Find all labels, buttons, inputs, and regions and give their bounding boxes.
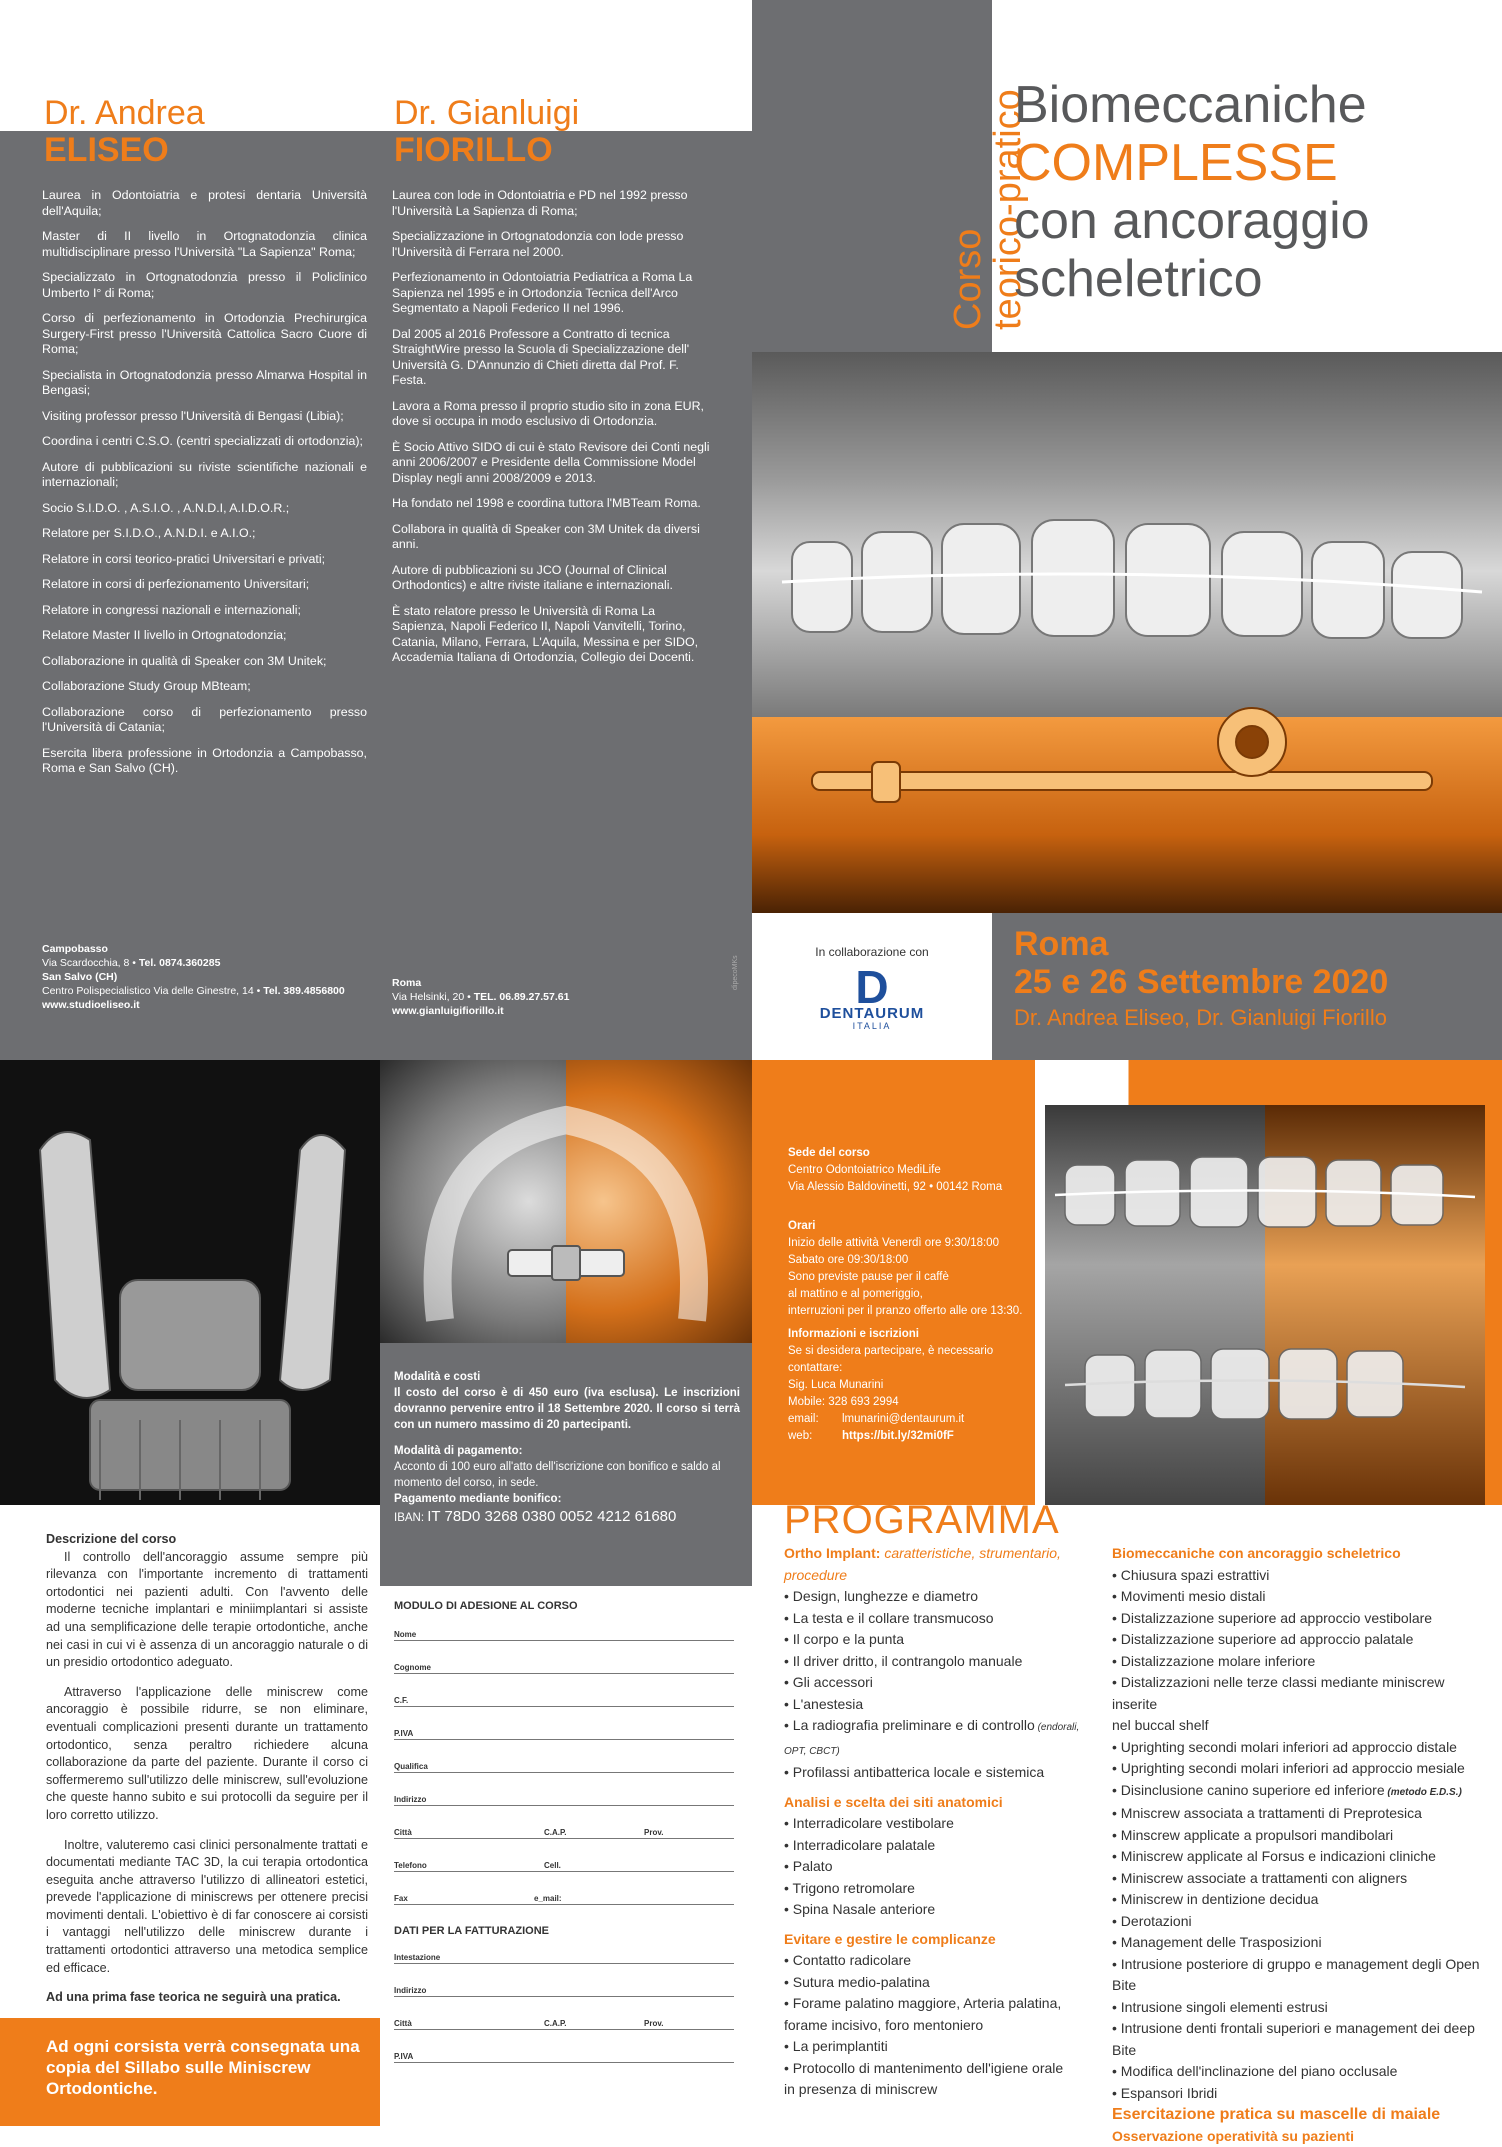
form-field-label: Cognome [394,1663,435,1672]
fiorillo-web[interactable]: www.gianluigifiorillo.it [392,1005,504,1017]
eliseo-city2: San Salvo (CH) [42,971,117,983]
info-3: Mobile: 328 693 2994 [788,1394,1028,1411]
fiorillo-bio-item: Collabora in qualità di Speaker con 3M Unitek da diversi anni. [392,522,712,553]
eliseo-bio-item: Collaborazione corso di perfezionamento presso l'Università di Catania; [42,705,367,736]
eliseo-bio-item: Relatore per S.I.D.O., A.N.D.I. e A.I.O.; [42,526,367,542]
doctor-fiorillo-first: Dr. Gianluigi [394,94,724,132]
web-label: web: [788,1428,842,1445]
braces-photo [1045,1105,1485,1505]
programma-item: • Disinclusione canino superiore ed inferiore (metodo E.D.S.) [1112,1780,1492,1804]
programma-item: • Derotazioni [1112,1911,1492,1933]
form-line [394,1739,734,1740]
programma-section-title: Ortho Implant: [784,1545,880,1561]
programma-item: • Distalizzazione superiore ad approccio vestibolare [1112,1608,1492,1630]
form-cap-label: C.A.P. [544,1828,571,1837]
programma-item: • L'anestesia [784,1694,1104,1716]
orari-1: Inizio delle attività Venerdì ore 9:30/18:00 [788,1235,1028,1252]
eliseo-bio-item: Visiting professor presso l'Università di Bengasi (Libia); [42,409,367,425]
programma-item: • Miniscrew associate a trattamenti con aligners [1112,1868,1492,1890]
fiorillo-bio [392,188,712,676]
practice-1: Esercitazione pratica su mascelle di maiale [1112,2104,1492,2126]
form-field-label: Città [394,2019,416,2028]
eliseo-bio-item: Coordina i centri C.S.O. (centri specializzati di ortodonzia); [42,434,367,450]
form-field[interactable] [394,1812,734,1845]
form-field[interactable] [394,1647,734,1680]
programma-item: • Palato [784,1856,1104,1878]
eliseo-tel1: Tel. 0874.360285 [139,957,221,969]
programma-item: • Spina Nasale anteriore [784,1899,1104,1921]
form-field[interactable] [394,2036,734,2069]
iban-label: IBAN: [394,1512,424,1524]
programma-item: • Modifica dell'inclinazione del piano occlusale [1112,2061,1492,2083]
logo-sub: ITALIA [814,1021,930,1031]
event-speakers: Dr. Andrea Eliseo, Dr. Gianluigi Fiorillo [1014,1005,1387,1031]
programma-section-sub: caratteristiche, strumentario, procedure [784,1545,1061,1583]
form-line [394,1640,734,1641]
doctor-eliseo-first: Dr. Andrea [44,94,374,132]
form-field[interactable] [394,1614,734,1647]
eliseo-bio-item: Socio S.I.D.O. , A.S.I.O. , A.N.D.I, A.I.D.O.R.; [42,501,367,517]
programma-item: • Management delle Trasposizioni [1112,1932,1492,1954]
programma-item: • Trigono retromolare [784,1878,1104,1900]
programma-item: • Miniscrew in dentizione decidua [1112,1889,1492,1911]
practice-2: Osservazione operatività su pazienti [1112,2126,1492,2147]
form-line [394,1904,734,1905]
pay-text: Acconto di 100 euro all'atto dell'iscrizione con bonifico e saldo al momento del corso, in sede. [394,1459,740,1491]
form-field[interactable] [394,2003,734,2036]
eliseo-bio-item: Relatore Master II livello in Ortognatodonzia; [42,628,367,644]
fiorillo-tel: TEL. 06.89.27.57.61 [474,991,570,1003]
form-heading: MODULO DI ADESIONE AL CORSO [394,1600,578,1612]
doctor-fiorillo-surname-wrap [394,131,553,169]
event-box [992,913,1502,1060]
course-title-4: scheletrico [1014,250,1484,308]
doctor-fiorillo [394,94,724,132]
teeth-illustration [752,352,1502,913]
form-fields [394,1614,734,2069]
form-cell-label: Cell. [544,1861,565,1870]
description-p1: Il controllo dell'ancoraggio assume sempre più rilevanza con l'importante incremento di trattamenti ortodontici nei pazienti adulti. Con l'avvento delle moderne tecniche implantari e miniimplantari si assiste ad una semplificazione delle terapie ortodontiche, anche nei casi in cui vi è assenza di un ancoraggio naturale o di un presidio ortodontico adeguato. [46,1549,368,1672]
form-line [394,1871,734,1872]
programma-item: • Design, lunghezze e diametro [784,1586,1104,1608]
adesione-form [380,1586,752,2126]
sede-2: Via Alessio Baldovinetti, 92 • 00142 Roma [788,1179,1028,1196]
eliseo-bio-item: Specializzato in Ortognatodonzia presso il Policlinico Umberto I° di Roma; [42,270,367,301]
programma-left [784,1543,1104,2101]
form-field[interactable] [394,1746,734,1779]
form-line [394,1996,734,1997]
course-title-3: con ancoraggio [1014,192,1484,250]
fiorillo-bio-item: Laurea con lode in Odontoiatria e PD nel 1992 presso l'Università La Sapienza di Roma; [392,188,712,219]
programma-item: nel buccal shelf [1112,1715,1492,1737]
sede-1: Centro Odontoiatrico MediLife [788,1162,1028,1179]
eliseo-contact [42,942,362,1012]
doctor-eliseo [44,94,374,132]
programma-section-heading [784,1929,1104,1951]
programma-item: • Uprighting secondi molari inferiori ad approccio mesiale [1112,1758,1492,1780]
expander-drawing [380,1060,752,1343]
web-link[interactable]: https://bit.ly/32mi0fF [842,1430,954,1442]
description-heading: Descrizione del corso [46,1531,368,1549]
ct-scan-drawing [0,1060,380,1505]
eliseo-tel2: Tel. 389.4856800 [263,985,345,997]
programma-item: • Espansori Ibridi [1112,2083,1492,2105]
programma-section-heading [784,1792,1104,1814]
eliseo-web[interactable]: www.studioeliseo.it [42,999,140,1011]
programma-item: • Minscrew applicate a propulsori mandibolari [1112,1825,1492,1847]
form-field-label: Fax [394,1894,412,1903]
email-link[interactable]: lmunarini@dentaurum.it [842,1413,964,1425]
form-field[interactable] [394,1713,734,1746]
fiorillo-contact [392,976,712,1018]
orari-3: Sono previste pause per il caffè [788,1269,1028,1286]
sillabo-banner [0,2018,380,2126]
programma-item: • Distalizzazione superiore ad approccio palatale [1112,1629,1492,1651]
event-city: Roma [1014,925,1108,963]
expander-photo [380,1060,752,1343]
logo-letter: D [814,967,930,1007]
fiorillo-city: Roma [392,977,421,989]
sillabo-text: Ad ogni corsista verrà consegnata una copia del Sillabo sulle Miniscrew Ortodontiche. [46,2036,366,2099]
fiorillo-bio-item: È stato relatore presso le Università di Roma La Sapienza, Napoli Federico II, Napoli Vanvitelli, Torino, Catania, Milano, Ferrara, L'Aquila, Messina e per SIDO, Accademia Italiana di Ortodonzia, Collegio dei Docenti. [392,604,712,666]
programma-title: PROGRAMMA [784,1497,1060,1543]
programma-item: • Miniscrew applicate al Forsus e indicazioni cliniche [1112,1846,1492,1868]
eliseo-city1: Campobasso [42,943,108,955]
event-dates: 25 e 26 Settembre 2020 [1014,963,1388,1001]
pay-heading: Modalità di pagamento: [394,1443,740,1459]
programma-item: in presenza di miniscrew [784,2079,1104,2101]
fiorillo-bio-item: Specializzazione in Ortognatodonzia con lode presso l'Università di Ferrara nel 2000. [392,229,712,260]
eliseo-bio-item: Collaborazione in qualità di Speaker con 3M Unitek; [42,654,367,670]
fiorillo-bio-item: Perfezionamento in Odontoiatria Pediatrica a Roma La Sapienza nel 1995 e in Ortodonzia Tecnica dell'Arco Segmentato a Napoli Federico II nel 1996. [392,270,712,317]
fiorillo-addr: Via Helsinki, 20 • [392,991,471,1003]
description-p2: Attraverso l'applicazione delle miniscrew come ancoraggio è possibile ridurre, se non eliminare, eventuali complicazioni presenti durante un trattamento ortodontico, senza peraltro richiedere alcuna collaborazione da parte del paziente. Durante il corso ci soffermeremo sull'utilizzo delle miniscrew, sull'evoluzione che queste hanno subito e sui protocolli da seguire per il loro corretto utilizzo. [46,1684,368,1825]
form-field[interactable] [394,1970,734,2003]
eliseo-bio-item: Collaborazione Study Group MBteam; [42,679,367,695]
form-email-label: e_mail: [534,1894,566,1903]
programma-item: • Il driver dritto, il contrangolo manuale [784,1651,1104,1673]
costs-text: Il costo del corso è di 450 euro (iva esclusa). Le inscrizioni dovranno pervenire entro il 18 Settembre 2020. Il corso si terrà con un numero massimo di 20 partecipanti. [394,1385,740,1433]
eliseo-bio-item: Relatore in corsi di perfezionamento Universitari; [42,577,367,593]
programma-item: • Interradicolare vestibolare [784,1813,1104,1835]
programma-item: • Contatto radicolare [784,1950,1104,1972]
collab-box [752,913,992,1060]
sede-heading: Sede del corso [788,1147,870,1159]
form-field-label: Qualifica [394,1762,432,1771]
doctor-fiorillo-last: FIORILLO [394,131,553,169]
programma-item: • Il corpo e la punta [784,1629,1104,1651]
eliseo-bio [42,188,367,787]
fiorillo-bio-item: È Socio Attivo SIDO di cui è stato Revisore dei Conti negli anni 2006/2007 e Presidente della Commissione Model Display negli anni 2008/2009 e 2013. [392,440,712,487]
form-line [394,1838,734,1839]
bonifico-heading: Pagamento mediante bonifico: [394,1491,740,1507]
doctor-eliseo-surname-wrap [44,131,169,169]
form-field-label: Nome [394,1630,420,1639]
form-cap-label: C.A.P. [544,2019,571,2028]
programma-item: • Movimenti mesio distali [1112,1586,1492,1608]
form-field-label: Intestazione [394,1953,444,1962]
fiorillo-bio-item: Autore di pubblicazioni su JCO (Journal of Clinical Orthodontics) e altre riviste italiane e internazionali. [392,563,712,594]
info-heading: Informazioni e iscrizioni [788,1328,919,1340]
form-field-label: Indirizzo [394,1986,430,1995]
programma-item: • La testa e il collare transmucoso [784,1608,1104,1630]
form-field-label: Indirizzo [394,1795,430,1804]
vertical-title-1: Corso [948,89,988,330]
description-p3: Inoltre, valuteremo casi clinici personalmente trattati e documentati mediante TAC 3D, la cui terapia ortodontica eseguita anche attraverso l'utilizzo di allineatori estetici, prevede l'applicazione di miniscrews per ottenere precisi movimenti dentali. L'obiettivo è di far conoscere ai corsisti i vantaggi nell'utilizzo delle miniscrew durante i trattamenti ortodontici attraverso una metodica semplice ed efficace. [46,1837,368,1978]
form-line [394,1673,734,1674]
ct-scan-photo [0,1060,380,1505]
form-prov-label: Prov. [644,2019,667,2028]
programma-item: • Mniscrew associata a trattamenti di Preprotesica [1112,1803,1492,1825]
form-line [394,2062,734,2063]
braces-drawing [1045,1105,1485,1505]
form-field-label: Telefono [394,1861,431,1870]
costs-panel [380,1343,752,1586]
eliseo-addr1: Via Scardocchia, 8 • [42,957,136,969]
eliseo-bio-item: Specialista in Ortognatodonzia presso Almarwa Hospital in Bengasi; [42,368,367,399]
form-field-label: Città [394,1828,416,1837]
form-prov-label: Prov. [644,1828,667,1837]
programma-item: • Distalizzazione molare inferiore [1112,1651,1492,1673]
description-closing: Ad una prima fase teorica ne seguirà una pratica. [46,1989,368,2007]
programma-section-title: Evitare e gestire le complicanze [784,1931,996,1947]
cover-photo [752,352,1502,913]
programma [752,1505,1502,2126]
eliseo-bio-item: Corso di perfezionamento in Ortodonzia Prechirurgica Surgery-First presso l'Università Cattolica Sacro Cuore di Roma; [42,311,367,358]
course-title-2: COMPLESSE [1014,134,1484,192]
form-field[interactable] [394,1845,734,1878]
programma-item: • Sutura medio-palatina [784,1972,1104,1994]
form-line [394,1706,734,1707]
eliseo-bio-item: Relatore in congressi nazionali e internazionali; [42,603,367,619]
programma-item: • La radiografia preliminare e di controllo (endorali, OPT, CBCT) [784,1715,1104,1762]
fiorillo-bio-item: Lavora a Roma presso il proprio studio sito in zona EUR, dove si occupa in modo esclusivo di Ortodonzia. [392,399,712,430]
form-field-label: C.F. [394,1696,412,1705]
description [46,1531,368,2007]
programma-section-title: Analisi e scelta dei siti anatomici [784,1794,1003,1810]
orari-heading: Orari [788,1220,816,1232]
eliseo-addr2: Centro Polispecialistico Via delle Ginestre, 14 • [42,985,260,997]
vertical-title-2: teorico-pratico [988,89,1028,330]
programma-item-note: (metodo E.D.S.) [1385,1787,1462,1798]
venue-panel [752,1060,1035,1505]
course-title [1014,76,1484,308]
form-field-label: P.IVA [394,2052,417,2061]
programma-item: • Protocollo di mantenimento dell'igiene orale [784,2058,1104,2080]
costs-heading: Modalità e costi [394,1369,740,1385]
eliseo-bio-item: Master di II livello in Ortognatodonzia clinica multidisciplinare presso l'Università "La Sapienza" Roma; [42,229,367,260]
email-label: email: [788,1411,842,1428]
programma-item: • Intrusione singoli elementi estrusi [1112,1997,1492,2019]
programma-item: • Gli accessori [784,1672,1104,1694]
programma-item-note: (endorali, OPT, CBCT) [784,1722,1079,1757]
form-line [394,1805,734,1806]
form-field-label: P.IVA [394,1729,417,1738]
eliseo-bio-item: Laurea in Odontoiatria e protesi dentaria Università dell'Aquila; [42,188,367,219]
programma-right [1112,1543,1492,2147]
form-field[interactable] [394,1680,734,1713]
programma-item: • La perimplantiti [784,2036,1104,2058]
programma-item: forame incisivo, foro mentoniero [784,2015,1104,2037]
doctor-eliseo-last: ELISEO [44,131,169,169]
programma-item: • Uprighting secondi molari inferiori ad approccio distale [1112,1737,1492,1759]
orari-4: al mattino e al pomeriggio, [788,1286,1028,1303]
eliseo-bio-item: Esercita libera professione in Ortodonzia a Campobasso, Roma e San Salvo (CH). [42,746,367,777]
billing-heading: DATI PER LA FATTURAZIONE [394,1925,734,1937]
eliseo-bio-item: Relatore in corsi teorico-pratici Universitari e privati; [42,552,367,568]
programma-item: • Intrusione posteriore di gruppo e management degli Open Bite [1112,1954,1492,1997]
iban-value[interactable]: IT 78D0 3268 0380 0052 4212 61680 [427,1508,676,1525]
programma-right-heading: Biomeccaniche con ancoraggio scheletrico [1112,1543,1492,1565]
collab-label: In collaborazione con [752,945,992,959]
logo-name: DENTAURUM [814,1007,930,1021]
eliseo-bio-item: Autore di pubblicazioni su riviste scientifiche nazionali e internazionali; [42,460,367,491]
programma-item: • Forame palatino maggiore, Arteria palatina, [784,1993,1104,2015]
form-line [394,1772,734,1773]
fiorillo-bio-item: Dal 2005 al 2016 Professore a Contratto di tecnica StraightWire presso la Scuola di Specializzazione dell' Università G. D'Annunzio di Chieti diretta dal Prof. F. Festa. [392,327,712,389]
programma-item: • Chiusura spazi estrattivi [1112,1565,1492,1587]
dentaurum-logo [814,967,930,1027]
orari-5: interruzioni per il pranzo offerto alle ore 13:30. [788,1303,1028,1320]
form-field[interactable] [394,1878,734,1911]
fiorillo-bio-item: Ha fondato nel 1998 e coordina tuttora l'MBTeam Roma. [392,496,712,512]
credit-text: dipecoMKs [732,955,739,990]
programma-section-heading [784,1543,1104,1586]
programma-item: • Distalizzazioni nelle terze classi mediante miniscrew inserite [1112,1672,1492,1715]
form-field[interactable] [394,1779,734,1812]
programma-item: • Interradicolare palatale [784,1835,1104,1857]
form-line [394,2029,734,2030]
info-1: Se si desidera partecipare, è necessario contattare: [788,1343,1028,1377]
course-title-1: Biomeccaniche [1014,76,1484,134]
form-field[interactable] [394,1937,734,1970]
info-2: Sig. Luca Munarini [788,1377,1028,1394]
programma-item: • Profilassi antibatterica locale e sistemica [784,1762,1104,1784]
programma-item: • Intrusione denti frontali superiori e management dei deep Bite [1112,2018,1492,2061]
form-line [394,1963,734,1964]
orari-2: Sabato ore 09:30/18:00 [788,1252,1028,1269]
